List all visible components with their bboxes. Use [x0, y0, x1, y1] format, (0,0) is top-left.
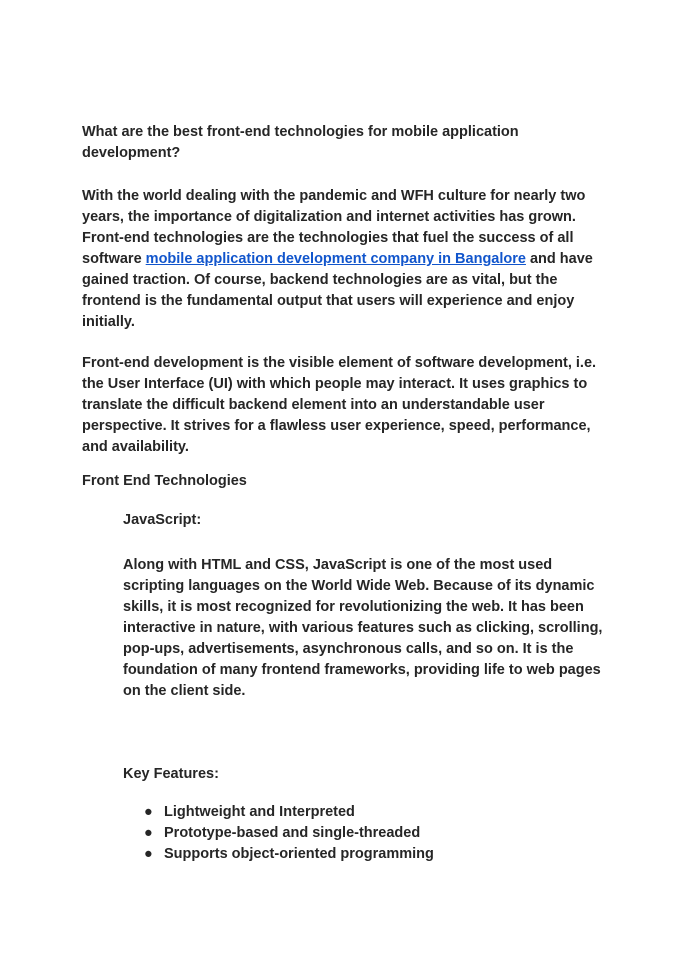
- intro-paragraph: [82, 186, 602, 333]
- bullet-icon: ●: [144, 804, 153, 820]
- frontend-development-paragraph: Front-end development is the visible element of software development, i.e. the User Interface (UI) with which people may interact. It uses graphics to translate the difficult backend element into an understandable user perspective. It strives for a flawless user experience, speed, performance, and availability.: [82, 355, 597, 455]
- intro-text-after-link: and have gained traction. Of course, backend technologies are as vital, but the frontend is the fundamental output that users will experience and enjoy initially.: [82, 251, 593, 330]
- list-item-text: Prototype-based and single-threaded: [164, 825, 421, 841]
- key-features-list: [123, 802, 603, 865]
- bullet-icon: ●: [144, 825, 153, 841]
- intro-text-before-link: With the world dealing with the pandemic and WFH culture for nearly two years, the importance of digitalization and internet activities has grown. Front-end technologies are the technologies that fuel the success of all software: [82, 188, 586, 267]
- section-heading: Front End Technologies: [82, 473, 247, 489]
- list-item-text: Lightweight and Interpreted: [164, 804, 355, 820]
- bullet-icon: ●: [144, 846, 153, 862]
- javascript-heading: JavaScript:: [123, 512, 202, 528]
- document-title: What are the best front-end technologies for mobile application development?: [82, 124, 519, 161]
- list-item: [123, 844, 603, 865]
- list-item: [123, 802, 603, 823]
- javascript-body: Along with HTML and CSS, JavaScript is one of the most used scripting languages on the World Wide Web. Because of its dynamic skills, it is most recognized for revolutionizing the web. It has been interactive in nature, with various features such as clicking, scrolling, pop-ups, advertisements, asynchronous calls, and so on. It is the foundation of many frontend frameworks, providing life to web pages on the client side.: [123, 557, 603, 699]
- key-features-heading: Key Features:: [123, 766, 219, 782]
- list-item-text: Supports object-oriented programming: [164, 846, 434, 862]
- list-item: [123, 823, 603, 844]
- company-link[interactable]: mobile application development company in Bangalore: [145, 251, 526, 267]
